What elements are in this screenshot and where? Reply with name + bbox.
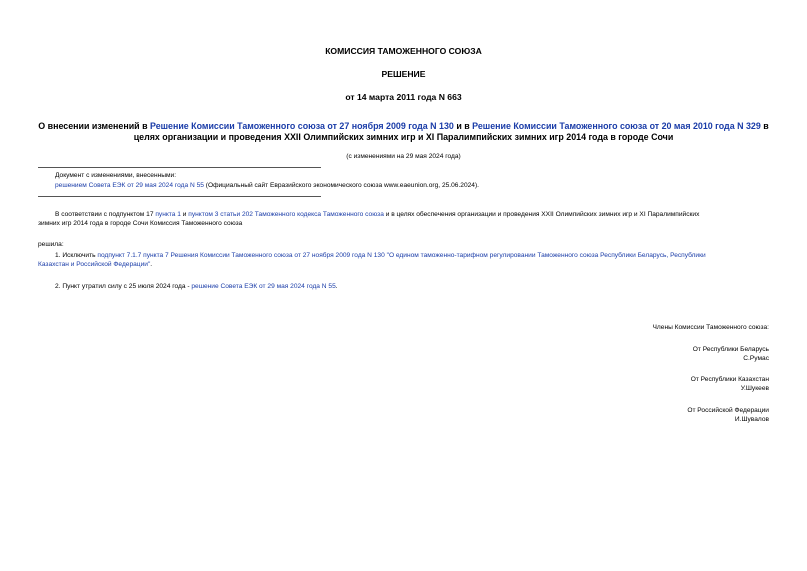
item-2-end: . xyxy=(335,283,338,290)
item-1-link-line-2[interactable]: Казахстан и Российской Федерации" xyxy=(38,261,151,268)
signature-russia xyxy=(687,406,769,424)
item-2 xyxy=(55,282,338,291)
preamble-text-2: и xyxy=(180,211,189,218)
title-text-2: и в xyxy=(453,121,473,131)
changes-source-text: (Официальный сайт Евразийского экономического союза www.eaeunion.org, 25.06.2024). xyxy=(203,182,479,189)
signature-name: У.Шукеев xyxy=(740,385,769,392)
preamble-line-2: зимних игр 2014 года в городе Сочи Комиссия Таможенного союза xyxy=(38,220,243,227)
item-1-link-subpoint-717[interactable]: подпункт 7.1.7 пункта 7 Решения Комиссии Таможенного союза от 27 ноября 2009 года N 130 "О едином таможенно-тарифном регулировании Таможенного союза Республики Беларусь, Республики xyxy=(97,252,706,259)
document-title xyxy=(0,121,807,143)
item-1-text: 1. Исключить xyxy=(55,252,98,259)
title-line-2: целях организации и проведения XXII Олимпийских зимних игр и XI Паралимпийских зимних игр 2014 года в городе Сочи xyxy=(133,132,674,142)
signature-belarus xyxy=(693,345,769,363)
preamble-link-point-1[interactable]: пункта 1 xyxy=(155,211,181,218)
item-1 xyxy=(38,251,769,269)
signatures-heading: Члены Комиссии Таможенного союза: xyxy=(652,324,769,331)
title-text-1: О внесении изменений в xyxy=(38,121,150,131)
title-link-decision-329[interactable]: Решение Комиссии Таможенного союза от 20 мая 2010 года N 329 xyxy=(472,121,761,131)
decided-label: решила: xyxy=(38,241,64,248)
amended-note: (с изменениями на 29 мая 2024 года) xyxy=(346,153,461,160)
divider-bottom xyxy=(38,196,321,197)
preamble-text-3: и в целях обеспечения организации и проведения XXII Олимпийских зимних игр и XI Паралимпийских xyxy=(383,211,700,218)
preamble xyxy=(38,210,769,228)
changes-link-eec-55[interactable]: решением Совета ЕЭК от 29 мая 2024 года N 55 xyxy=(55,182,204,189)
org-name: КОМИССИЯ ТАМОЖЕННОГО СОЮЗА xyxy=(325,46,482,56)
signature-kazakhstan xyxy=(691,375,769,393)
signature-country: От Республики Казахстан xyxy=(690,376,769,383)
item-2-text: 2. Пункт утратил силу с 25 июля 2024 года - xyxy=(55,283,192,290)
title-link-decision-130[interactable]: Решение Комиссии Таможенного союза от 27 ноября 2009 года N 130 xyxy=(150,121,454,131)
document-type: РЕШЕНИЕ xyxy=(381,69,426,79)
divider-top xyxy=(38,167,321,168)
signature-country: От Российской Федерации xyxy=(687,407,769,414)
preamble-link-article-202[interactable]: пунктом 3 статьи 202 Таможенного кодекса Таможенного союза xyxy=(188,211,384,218)
item-2-link-eec-55[interactable]: решение Совета ЕЭК от 29 мая 2024 года N 55 xyxy=(191,283,336,290)
signature-country: От Республики Беларусь xyxy=(692,346,769,353)
document-date-number: от 14 марта 2011 года N 663 xyxy=(345,92,462,102)
changes-label: Документ с изменениями, внесенными: xyxy=(55,172,177,179)
signature-name: И.Шувалов xyxy=(734,416,769,423)
preamble-text-1: В соответствии с подпунктом 17 xyxy=(55,211,156,218)
item-1-end: . xyxy=(150,261,153,268)
title-text-3: в xyxy=(760,121,769,131)
signature-name: С.Румас xyxy=(743,355,769,362)
changes-source xyxy=(55,181,479,190)
